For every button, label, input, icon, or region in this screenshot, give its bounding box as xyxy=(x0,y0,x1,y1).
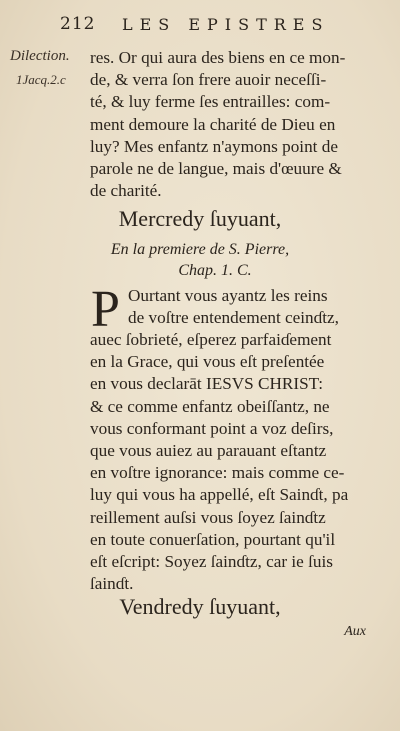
catchword: Aux xyxy=(344,624,366,639)
text-line: en voſtre ignorance: mais comme ce- xyxy=(90,463,345,483)
text-line: & ce comme enfantz obeiſſantz, ne xyxy=(90,396,330,416)
text-line: auec ſobrieté, eſperez parfaiɗement xyxy=(90,330,332,349)
paragraph-2 xyxy=(90,329,386,595)
paragraph-2-indented xyxy=(128,285,390,329)
text-line: ment demoure la charité de Dieu en xyxy=(90,114,336,134)
scripture-reference-line-2: Chap. 1. C. xyxy=(178,262,252,279)
text-line: que vous auiez au parauant eſtantz xyxy=(90,441,327,461)
text-line: en toute conuerſation, pourtant qu'il xyxy=(90,529,336,549)
section-heading-mercredy: Mercredy ſuyuant, xyxy=(118,206,282,231)
text-line: Ourtant vous ayantz les reins xyxy=(128,286,328,305)
text-line: ſainɗt. xyxy=(90,574,134,594)
scripture-reference-line-1: En la premiere de S. Pierre, xyxy=(110,241,290,258)
text-line: vous conformant point a voz deſirs, xyxy=(90,418,334,438)
text-line: té, & luy ferme ſes entrailles: com- xyxy=(90,92,331,112)
margin-note-dilection: Dilection. xyxy=(10,48,70,64)
text-line: parole ne de langue, mais d'œuure & xyxy=(90,159,342,179)
section-heading-vendredy: Vendredy ſuyuant, xyxy=(119,594,281,619)
text-line: luy? Mes enfantz n'aymons point de xyxy=(90,136,338,156)
text-line: en la Grace, qui vous eſt preſentée xyxy=(90,352,325,372)
text-line: de, & verra ſon frere auoir neceſſi- xyxy=(90,70,327,90)
text-line: res. Or qui aura des biens en ce mon- xyxy=(90,48,346,67)
text-line: de voſtre entendement ceinɗtz, xyxy=(128,308,339,328)
text-line: de charité. xyxy=(90,181,162,201)
page-number: 212 xyxy=(60,14,96,34)
drop-capital: P xyxy=(91,281,120,338)
text-line: luy qui vous ha appellé, eſt Sainɗt, pa xyxy=(90,485,349,505)
paragraph-1 xyxy=(90,47,386,202)
margin-note-reference: 1Jacq.2.c xyxy=(16,72,66,87)
text-line: eſt eſcript: Soyez ſainɗtz, car ie ſuis xyxy=(90,552,333,572)
page-header xyxy=(0,14,400,36)
text-line: en vous declarāt IESVS CHRIST: xyxy=(90,374,324,394)
running-title: LES EPISTRES xyxy=(122,15,330,34)
text-line: reillement auſsi vous ſoyez ſainɗtz xyxy=(90,507,326,527)
